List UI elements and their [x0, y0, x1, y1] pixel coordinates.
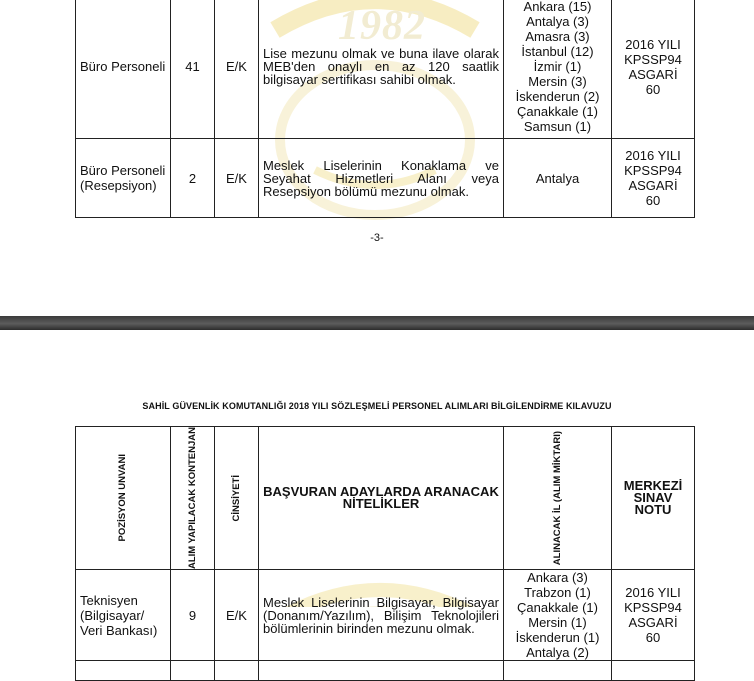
location-list	[504, 0, 612, 139]
location-item: Amasra (3)	[525, 29, 590, 44]
position-title: Büro Personeli	[76, 0, 171, 139]
location-list	[504, 139, 612, 218]
header-gender: CİNSİYETİ	[215, 427, 259, 570]
positions-table-bottom	[75, 426, 695, 681]
score-line: 60	[645, 193, 661, 208]
location-item: Samsun (1)	[523, 119, 592, 134]
gender: E/K	[215, 139, 259, 218]
location-item: Çanakkale (1)	[517, 104, 598, 119]
quota-count: 41	[171, 0, 215, 139]
document-page-upper	[0, 0, 754, 316]
table-row	[76, 0, 695, 139]
quota-count: 9	[171, 570, 215, 661]
location-item: Antalya	[535, 170, 580, 186]
table-row-partial	[76, 661, 695, 681]
page-number: -3-	[370, 232, 384, 244]
header-requirements: BAŞVURAN ADAYLARDA ARANACAK NİTELİKLER	[259, 427, 504, 570]
table-row	[76, 139, 695, 218]
position-title: Teknisyen (Bilgisayar/ Veri Bankası)	[76, 570, 171, 661]
location-item: İskenderun (2)	[515, 89, 600, 104]
score-line: 60	[645, 630, 661, 645]
header-count: ALIM YAPILACAK KONTENJAN	[171, 427, 215, 570]
location-item: Ankara (3)	[527, 570, 588, 585]
table-header-row	[76, 427, 695, 570]
exam-score	[612, 570, 695, 661]
score-line: 60	[645, 81, 661, 97]
gender: E/K	[215, 0, 259, 139]
exam-score	[612, 139, 695, 218]
requirements: Meslek Liselerinin Konaklama ve Seyahat Hizmetleri Alanı veya Resepsiyon bölümü mezunu olmak.	[259, 139, 504, 218]
location-item: İstanbul (12)	[521, 44, 594, 59]
header-exam-score: MERKEZİ SINAV NOTU	[612, 427, 695, 570]
score-line: ASGARİ	[628, 615, 678, 630]
location-list	[504, 570, 612, 661]
score-line: KPSSP94	[624, 51, 682, 67]
quota-count: 2	[171, 139, 215, 218]
table-row	[76, 570, 695, 661]
watermark-year: 1982	[338, 3, 426, 49]
exam-score	[612, 0, 695, 139]
score-line: ASGARİ	[628, 178, 678, 193]
location-item: Antalya (2)	[526, 645, 589, 660]
requirements: Lise mezunu olmak ve buna ilave olarak MEB'den onaylı en az 120 saatlik bilgisayar sertifikası sahibi olmak.	[259, 0, 504, 139]
page-separator	[0, 316, 754, 330]
gender: E/K	[215, 570, 259, 661]
requirements: Meslek Liselerinin Bilgisayar, Bilgisayar (Donanım/Yazılım), Bilişim Teknolojileri bölümlerinin birinden mezunu olmak.	[259, 570, 504, 661]
score-line: ASGARİ	[628, 66, 678, 82]
location-item: Antalya (3)	[526, 14, 589, 29]
positions-table-top	[75, 0, 695, 218]
location-item: Trabzon (1)	[524, 585, 591, 600]
score-line: KPSSP94	[624, 600, 682, 615]
score-line: 2016 YILI	[625, 36, 681, 52]
position-title: Büro Personeli (Resepsiyon)	[76, 139, 171, 218]
location-item: Ankara (15)	[523, 0, 592, 14]
location-item: İzmir (1)	[533, 59, 582, 74]
score-line: 2016 YILI	[625, 585, 681, 600]
location-item: İskenderun (1)	[515, 630, 600, 645]
header-location: ALINACAK İL (ALIM MİKTARI)	[504, 427, 612, 570]
location-item: Çanakkale (1)	[517, 600, 598, 615]
header-position: POZİSYON UNVANI	[76, 427, 171, 570]
location-item: Mersin (1)	[528, 615, 587, 630]
document-title: SAHİL GÜVENLİK KOMUTANLIĞI 2018 YILI SÖZLEŞMELİ PERSONEL ALIMLARI BİLGİLENDİRME KILAVUZU	[142, 401, 612, 411]
score-line: 2016 YILI	[625, 148, 681, 163]
score-line: KPSSP94	[624, 163, 682, 178]
location-item: Mersin (3)	[528, 74, 587, 89]
